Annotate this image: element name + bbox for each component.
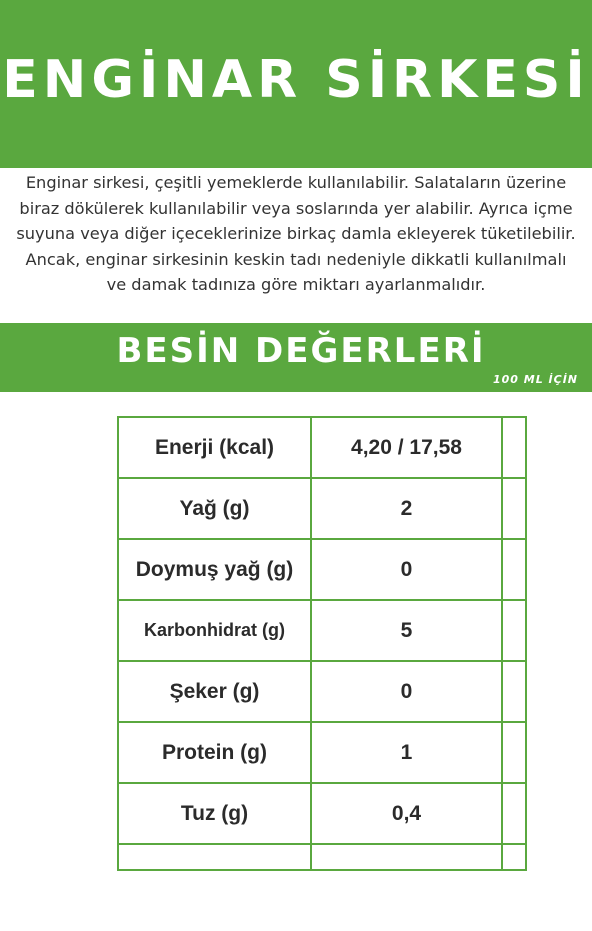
empty-cell [502,661,526,722]
nutrient-value: 2 [311,478,502,539]
nutrition-table [117,416,527,871]
nutrient-value: 0 [311,661,502,722]
table-row [118,722,526,783]
nutrient-value: 0 [311,539,502,600]
page-title: ENGİNAR SİRKESİ [2,50,590,110]
nutrient-label: Yağ (g) [118,478,311,539]
section-title: BESİN DEĞERLERİ [116,331,486,371]
serving-note: 100 ML İÇİN [492,373,578,386]
nutrient-value: 5 [311,600,502,661]
empty-cell [311,844,502,870]
table-row [118,783,526,844]
empty-cell [118,844,311,870]
nutrient-value: 0,4 [311,783,502,844]
empty-cell [502,478,526,539]
empty-cell [502,417,526,478]
description-text: Enginar sirkesi, çeşitli yemeklerde kullanılabilir. Salataların üzerine biraz dökülerek kullanılabilir veya soslarında yer alabilir. Ayrıca içme suyuna veya diğer içeceklerinize birkaç damla ekleyerek tüketilebilir. Ancak, enginar sirkesinin keskin tadı nedeniyle dikkatli kullanılmalı ve damak tadınıza göre miktarı ayarlanmalıdır. [16,173,576,295]
table-row [118,600,526,661]
nutrient-value: 1 [311,722,502,783]
nutrient-label: Karbonhidrat (g) [118,600,311,661]
nutrient-label: Doymuş yağ (g) [118,539,311,600]
nutrient-label: Protein (g) [118,722,311,783]
empty-cell [502,539,526,600]
empty-cell [502,722,526,783]
table-row [118,478,526,539]
empty-cell [502,844,526,870]
empty-cell [502,783,526,844]
nutrient-label: Şeker (g) [118,661,311,722]
table-row-empty [118,844,526,870]
nutrient-value: 4,20 / 17,58 [311,417,502,478]
nutrient-label: Tuz (g) [118,783,311,844]
table-row [118,539,526,600]
table-row [118,417,526,478]
table-row [118,661,526,722]
empty-cell [502,600,526,661]
nutrient-label: Enerji (kcal) [118,417,311,478]
